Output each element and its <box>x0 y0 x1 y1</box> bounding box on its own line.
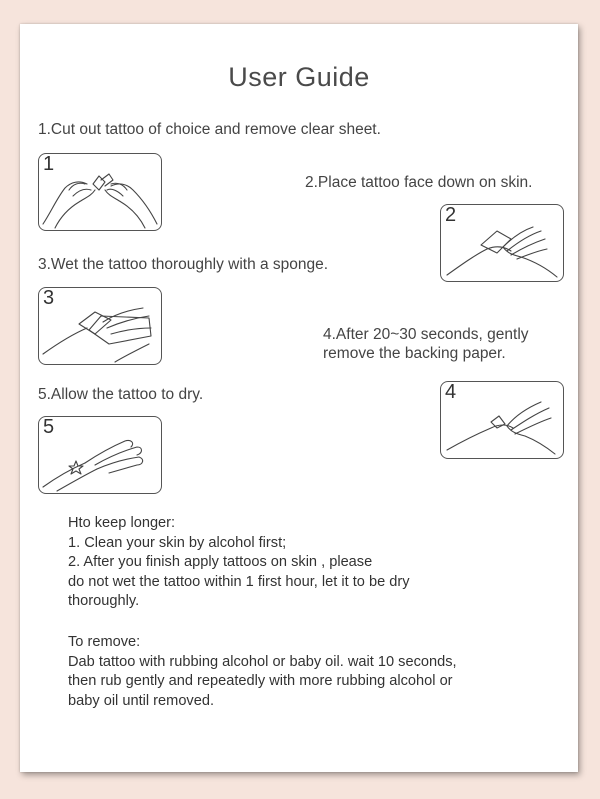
step-4-illustration <box>440 381 564 459</box>
removal-section <box>68 633 457 711</box>
keep-longer-line: thoroughly. <box>68 593 140 610</box>
step-3-illustration <box>38 287 162 365</box>
panel-number: 4 <box>445 381 457 403</box>
keep-longer-line: 1. Clean your skin by alcohol first; <box>68 534 287 551</box>
removal-line: then rub gently and repeatedly with more rubbing alcohol or <box>68 673 453 690</box>
removal-heading: To remove: <box>68 634 141 650</box>
hand-with-star-tattoo-icon <box>39 417 161 493</box>
panel-number: 3 <box>43 287 55 309</box>
guide-sheet <box>20 24 578 772</box>
keep-longer-line: do not wet the tattoo within 1 first hour, let it to be dry <box>68 573 410 590</box>
step-1-illustration <box>38 153 162 231</box>
step-2-illustration <box>440 204 564 282</box>
step-4-text-line-2: remove the backing paper. <box>323 345 506 362</box>
panel-number: 5 <box>43 416 55 438</box>
step-3-text: 3.Wet the tattoo thoroughly with a sponge. <box>38 256 329 273</box>
removal-line: Dab tattoo with rubbing alcohol or baby oil. wait 10 seconds, <box>68 653 457 670</box>
hand-pressing-tattoo-icon <box>441 205 563 281</box>
removal-line: baby oil until removed. <box>68 692 215 709</box>
step-4-text-line-1: 4.After 20~30 seconds, gently <box>323 326 529 343</box>
hands-cutting-icon <box>39 154 161 230</box>
panel-number: 2 <box>445 204 457 226</box>
panel-number: 1 <box>43 153 55 175</box>
sponge-wetting-icon <box>39 288 161 364</box>
keep-longer-heading: Hto keep longer: <box>68 515 176 531</box>
keep-longer-section <box>68 514 410 612</box>
keep-longer-line: 2. After you finish apply tattoos on skin , please <box>68 554 373 571</box>
step-5-illustration <box>38 416 162 494</box>
peeling-backing-icon <box>441 382 563 458</box>
step-2-text: 2.Place tattoo face down on skin. <box>305 174 533 191</box>
step-1-text: 1.Cut out tattoo of choice and remove clear sheet. <box>38 121 381 138</box>
step-5-text: 5.Allow the tattoo to dry. <box>38 386 204 403</box>
page-title: User Guide <box>228 62 370 92</box>
